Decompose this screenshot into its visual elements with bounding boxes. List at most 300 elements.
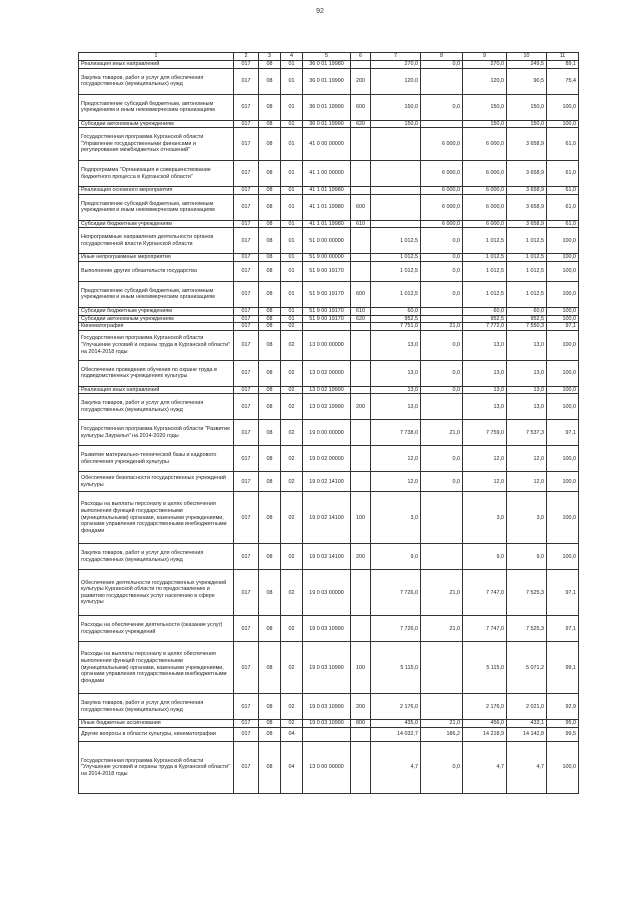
table-cell xyxy=(371,194,421,220)
table-cell xyxy=(351,187,371,195)
table-cell: 99,5 xyxy=(547,727,579,741)
table-cell: 100,0 xyxy=(547,228,579,254)
table-cell: 6 000,0 xyxy=(463,187,507,195)
table-cell: 08 xyxy=(259,254,281,262)
table-cell xyxy=(351,616,371,642)
table-cell: 01 xyxy=(281,68,303,94)
table-cell: 02 xyxy=(281,323,303,331)
table-cell xyxy=(351,61,371,69)
row-label: Другие вопросы в области культуры, кинематографии xyxy=(79,727,234,741)
row-label: Реализация основного мероприятия xyxy=(79,187,234,195)
table-cell: 120,0 xyxy=(463,68,507,94)
table-cell: 01 xyxy=(281,228,303,254)
table-cell: 21,0 xyxy=(421,570,463,616)
table-cell: 13,0 xyxy=(507,386,547,394)
row-label: Обеспечение проведения обучения по охране труда в подведомственных учреждениях культуры xyxy=(79,360,234,386)
table-cell: 7 747,0 xyxy=(463,570,507,616)
table-cell: 13 0 02 19990 xyxy=(303,394,351,420)
table-cell: 100,0 xyxy=(547,544,579,570)
table-cell: 952,5 xyxy=(463,315,507,323)
table-cell: 90,5 xyxy=(507,68,547,94)
table-row xyxy=(79,228,579,254)
table-cell: 08 xyxy=(259,694,281,720)
table-cell: 4,7 xyxy=(507,741,547,793)
column-header: 8 xyxy=(421,53,463,61)
column-header: 11 xyxy=(547,53,579,61)
table-row xyxy=(79,323,579,331)
row-label: Реализация иных направлений xyxy=(79,386,234,394)
table-cell: 017 xyxy=(234,570,259,616)
table-cell: 08 xyxy=(259,120,281,128)
table-cell: 02 xyxy=(281,492,303,544)
table-cell: 7 537,3 xyxy=(507,420,547,446)
table-cell: 02 xyxy=(281,330,303,360)
table-cell: 150,0 xyxy=(371,94,421,120)
table-cell: 100,0 xyxy=(547,492,579,544)
table-row xyxy=(79,446,579,472)
table-cell: 19 0 03 10990 xyxy=(303,720,351,728)
table-cell: 02 xyxy=(281,544,303,570)
budget-table xyxy=(78,52,579,794)
table-cell: 3 658,9 xyxy=(507,220,547,228)
table-cell xyxy=(371,128,421,161)
table-cell: 41 1 01 19980 xyxy=(303,187,351,195)
table-cell: 08 xyxy=(259,194,281,220)
table-cell: 08 xyxy=(259,446,281,472)
table-cell: 04 xyxy=(281,727,303,741)
table-cell: 12,0 xyxy=(463,472,507,492)
table-cell: 01 xyxy=(281,315,303,323)
table-cell: 08 xyxy=(259,261,281,281)
table-cell: 01 xyxy=(281,281,303,307)
row-label: Государственная программа Курганской области "Улучшение условий и охраны труда в Курганской области" на 2014-2018 годы xyxy=(79,741,234,793)
table-cell: 51 9 00 19170 xyxy=(303,307,351,315)
table-cell: 017 xyxy=(234,315,259,323)
table-row xyxy=(79,94,579,120)
row-label: Закупка товаров, работ и услуг для обеспечения государственных (муниципальных) нужд xyxy=(79,394,234,420)
table-cell: 0,0 xyxy=(421,472,463,492)
table-cell: 36 0 01 19990 xyxy=(303,68,351,94)
table-cell: 02 xyxy=(281,446,303,472)
table-cell: 08 xyxy=(259,307,281,315)
table-cell: 13 0 00 00000 xyxy=(303,330,351,360)
table-cell: 19 0 03 10990 xyxy=(303,642,351,694)
table-cell: 01 xyxy=(281,254,303,262)
table-cell: 100 xyxy=(351,492,371,544)
row-label: Обеспечение деятельности государственных учреждений культуры Курганской области по предоставлению и развитию государственных услуг населению в сфере культуры xyxy=(79,570,234,616)
table-cell: 01 xyxy=(281,194,303,220)
table-cell: 100,0 xyxy=(547,120,579,128)
table-row xyxy=(79,187,579,195)
table-cell: 21,0 xyxy=(421,323,463,331)
table-row xyxy=(79,570,579,616)
table-cell: 36 0 01 19980 xyxy=(303,61,351,69)
table-cell: 12,0 xyxy=(371,472,421,492)
table-cell xyxy=(351,570,371,616)
table-cell: 9,0 xyxy=(371,544,421,570)
table-cell: 13,0 xyxy=(463,394,507,420)
table-cell: 017 xyxy=(234,161,259,187)
table-cell: 19 0 00 00000 xyxy=(303,420,351,446)
table-cell: 017 xyxy=(234,187,259,195)
table-cell: 620 xyxy=(351,120,371,128)
table-cell: 610 xyxy=(351,220,371,228)
table-cell: 4,7 xyxy=(463,741,507,793)
table-cell: 6 000,0 xyxy=(421,194,463,220)
table-cell: 1 012,5 xyxy=(371,261,421,281)
table-cell: 0,0 xyxy=(421,261,463,281)
table-cell: 12,0 xyxy=(507,472,547,492)
table-cell: 017 xyxy=(234,120,259,128)
table-cell: 1 012,5 xyxy=(463,254,507,262)
table-cell: 13,0 xyxy=(463,386,507,394)
table-cell: 7 738,0 xyxy=(371,420,421,446)
table-cell: 08 xyxy=(259,727,281,741)
table-cell: 13 0 02 19990 xyxy=(303,386,351,394)
table-cell: 0,0 xyxy=(421,61,463,69)
table-cell xyxy=(421,544,463,570)
table-cell: 7 759,0 xyxy=(463,420,507,446)
table-cell: 13,0 xyxy=(463,330,507,360)
table-cell: 800 xyxy=(351,720,371,728)
table-cell: 19 0 02 00000 xyxy=(303,446,351,472)
table-cell: 017 xyxy=(234,360,259,386)
table-cell: 61,0 xyxy=(547,128,579,161)
row-label: Субсидии бюджетным учреждениям xyxy=(79,220,234,228)
table-cell: 017 xyxy=(234,492,259,544)
table-cell: 7 772,0 xyxy=(463,323,507,331)
table-cell: 02 xyxy=(281,394,303,420)
table-cell: 435,0 xyxy=(371,720,421,728)
table-cell: 017 xyxy=(234,330,259,360)
table-cell: 12,0 xyxy=(371,446,421,472)
table-cell xyxy=(351,360,371,386)
table-cell: 1 012,5 xyxy=(463,261,507,281)
table-cell: 017 xyxy=(234,307,259,315)
table-cell: 89,1 xyxy=(547,61,579,69)
table-cell: 0,0 xyxy=(421,94,463,120)
table-cell: 08 xyxy=(259,281,281,307)
table-cell: 6 000,0 xyxy=(463,220,507,228)
table-cell: 100,0 xyxy=(547,330,579,360)
table-cell: 017 xyxy=(234,323,259,331)
table-cell: 51 0 00 00000 xyxy=(303,228,351,254)
table-cell: 3 658,9 xyxy=(507,187,547,195)
table-cell: 150,0 xyxy=(507,120,547,128)
table-row xyxy=(79,261,579,281)
table-cell: 13,0 xyxy=(371,360,421,386)
table-cell: 08 xyxy=(259,61,281,69)
table-cell: 600 xyxy=(351,281,371,307)
table-cell xyxy=(371,187,421,195)
table-cell: 6 000,0 xyxy=(421,187,463,195)
table-cell: 100,0 xyxy=(547,386,579,394)
table-cell: 3 658,9 xyxy=(507,161,547,187)
row-label: Выполнение других обязательств государства xyxy=(79,261,234,281)
table-cell xyxy=(421,492,463,544)
table-row xyxy=(79,254,579,262)
table-cell: 19 0 03 10990 xyxy=(303,616,351,642)
table-cell: 5 115,0 xyxy=(463,642,507,694)
table-cell: 2 021,0 xyxy=(507,694,547,720)
table-cell: 12,0 xyxy=(463,446,507,472)
table-cell: 017 xyxy=(234,194,259,220)
table-cell: 952,5 xyxy=(507,315,547,323)
column-header: 10 xyxy=(507,53,547,61)
table-cell: 08 xyxy=(259,492,281,544)
row-label: Расходы на обеспечение деятельности (оказание услуг) государственных учреждений xyxy=(79,616,234,642)
table-cell: 100,0 xyxy=(547,281,579,307)
table-cell xyxy=(351,727,371,741)
table-cell: 51 9 00 00000 xyxy=(303,254,351,262)
table-cell: 08 xyxy=(259,616,281,642)
table-cell: 017 xyxy=(234,741,259,793)
table-body xyxy=(79,61,579,794)
table-cell: 12,0 xyxy=(507,446,547,472)
table-cell: 41 1 01 19980 xyxy=(303,220,351,228)
table-cell: 08 xyxy=(259,323,281,331)
table-row xyxy=(79,120,579,128)
table-row xyxy=(79,68,579,94)
table-cell: 150,0 xyxy=(463,120,507,128)
table-cell: 08 xyxy=(259,570,281,616)
table-cell: 08 xyxy=(259,187,281,195)
table-cell: 5 115,0 xyxy=(371,642,421,694)
table-cell xyxy=(371,161,421,187)
table-cell: 100,0 xyxy=(547,472,579,492)
table-cell: 017 xyxy=(234,220,259,228)
table-cell: 41 1 00 00000 xyxy=(303,161,351,187)
table-row xyxy=(79,128,579,161)
row-label: Непрограммные направления деятельности органов государственной власти Курганской области xyxy=(79,228,234,254)
table-cell: 1 012,5 xyxy=(371,254,421,262)
table-cell: 200 xyxy=(351,394,371,420)
table-row xyxy=(79,727,579,741)
row-label: Подпрограмма "Организация и совершенствование бюджетного процесса в Курганской области" xyxy=(79,161,234,187)
table-cell: 14 142,8 xyxy=(507,727,547,741)
table-row xyxy=(79,616,579,642)
row-label: Государственная программа Курганской области "Развитие культуры Зауралья" на 2014-2020 годы xyxy=(79,420,234,446)
table-cell: 02 xyxy=(281,472,303,492)
table-cell: 1 012,5 xyxy=(463,281,507,307)
column-header: 7 xyxy=(371,53,421,61)
column-header: 5 xyxy=(303,53,351,61)
table-cell: 97,1 xyxy=(547,323,579,331)
row-label: Субсидии автономным учреждениям xyxy=(79,315,234,323)
table-cell: 6 000,0 xyxy=(463,128,507,161)
table-cell: 7 726,0 xyxy=(371,616,421,642)
table-cell: 51 9 00 19170 xyxy=(303,315,351,323)
table-cell xyxy=(421,394,463,420)
table-cell xyxy=(421,642,463,694)
table-row xyxy=(79,281,579,307)
table-cell: 600 xyxy=(351,94,371,120)
header-row xyxy=(79,53,579,61)
table-cell xyxy=(421,307,463,315)
table-cell xyxy=(351,128,371,161)
table-cell: 3,0 xyxy=(507,492,547,544)
table-cell: 100,0 xyxy=(547,307,579,315)
row-label: Предоставление субсидий бюджетным, автономным учреждениям и иным некоммерческим организациям xyxy=(79,281,234,307)
table-row xyxy=(79,307,579,315)
table-cell xyxy=(351,254,371,262)
table-cell: 017 xyxy=(234,281,259,307)
table-cell: 01 xyxy=(281,220,303,228)
table-cell: 6 000,0 xyxy=(421,161,463,187)
table-cell: 270,0 xyxy=(463,61,507,69)
table-cell: 60,0 xyxy=(507,307,547,315)
table-cell: 92,9 xyxy=(547,694,579,720)
row-label: Предоставление субсидий бюджетным, автономным учреждениям и иным некоммерческим организациям xyxy=(79,94,234,120)
table-cell: 19 0 03 10990 xyxy=(303,694,351,720)
table-cell: 08 xyxy=(259,544,281,570)
table-cell xyxy=(371,220,421,228)
table-cell: 04 xyxy=(281,741,303,793)
table-cell: 21,0 xyxy=(421,420,463,446)
table-cell xyxy=(351,330,371,360)
table-cell: 13 0 00 00000 xyxy=(303,741,351,793)
table-cell: 017 xyxy=(234,228,259,254)
table-cell xyxy=(421,120,463,128)
table-cell xyxy=(351,228,371,254)
row-label: Расходы на выплаты персоналу в целях обеспечения выполнения функций государственными (муниципальными) органами, казенными учреждениями, органами управления государственными внебюджетными фондами xyxy=(79,642,234,694)
table-cell: 02 xyxy=(281,616,303,642)
row-label: Предоставление субсидий бюджетным, автономным учреждениям и иным некоммерческим организациям xyxy=(79,194,234,220)
table-cell: 97,1 xyxy=(547,570,579,616)
table-cell: 0,0 xyxy=(421,330,463,360)
table-cell: 19 0 03 00000 xyxy=(303,570,351,616)
table-cell: 61,0 xyxy=(547,220,579,228)
table-row xyxy=(79,315,579,323)
table-cell: 01 xyxy=(281,161,303,187)
table-cell: 75,4 xyxy=(547,68,579,94)
table-cell: 41 0 00 00000 xyxy=(303,128,351,161)
table-row xyxy=(79,330,579,360)
table-cell: 3 658,9 xyxy=(507,128,547,161)
table-cell: 01 xyxy=(281,307,303,315)
table-cell: 0,0 xyxy=(421,360,463,386)
table-cell: 6 000,0 xyxy=(421,128,463,161)
row-label: Развитие материально-технической базы и кадрового обеспечения учреждений культуры xyxy=(79,446,234,472)
row-label: Реализация иных направлений xyxy=(79,61,234,69)
table-cell: 01 xyxy=(281,128,303,161)
table-cell: 017 xyxy=(234,727,259,741)
table-row xyxy=(79,161,579,187)
table-cell: 14 032,7 xyxy=(371,727,421,741)
table-cell: 01 xyxy=(281,94,303,120)
table-cell xyxy=(351,420,371,446)
table-cell xyxy=(351,161,371,187)
table-cell: 017 xyxy=(234,261,259,281)
table-cell: 200 xyxy=(351,68,371,94)
table-cell: 100 xyxy=(351,642,371,694)
table-cell: 19 0 02 14100 xyxy=(303,544,351,570)
table-cell: 36 0 01 19990 xyxy=(303,94,351,120)
column-header: 6 xyxy=(351,53,371,61)
table-cell: 100,0 xyxy=(547,261,579,281)
table-cell: 36 0 01 19990 xyxy=(303,120,351,128)
table-cell: 01 xyxy=(281,261,303,281)
table-cell xyxy=(303,727,351,741)
table-cell: 017 xyxy=(234,394,259,420)
table-cell: 08 xyxy=(259,741,281,793)
column-header: 9 xyxy=(463,53,507,61)
table-cell: 13,0 xyxy=(507,360,547,386)
row-label: Субсидии автономным учреждениям xyxy=(79,120,234,128)
table-cell: 600 xyxy=(351,194,371,220)
table-cell xyxy=(421,315,463,323)
table-cell: 02 xyxy=(281,694,303,720)
column-header: 3 xyxy=(259,53,281,61)
table-cell: 02 xyxy=(281,642,303,694)
table-cell: 2 176,0 xyxy=(371,694,421,720)
table-cell: 433,1 xyxy=(507,720,547,728)
table-cell: 08 xyxy=(259,220,281,228)
table-row xyxy=(79,420,579,446)
table-row xyxy=(79,492,579,544)
table-cell: 13,0 xyxy=(371,394,421,420)
table-cell: 02 xyxy=(281,386,303,394)
table-row xyxy=(79,720,579,728)
table-cell: 017 xyxy=(234,446,259,472)
row-label: Государственная программа Курганской области "Улучшение условий и охраны труда в Курганской области" на 2014-2018 годы xyxy=(79,330,234,360)
table-cell: 150,0 xyxy=(371,120,421,128)
table-cell: 08 xyxy=(259,420,281,446)
table-cell: 9,0 xyxy=(463,544,507,570)
table-cell: 08 xyxy=(259,315,281,323)
column-header: 4 xyxy=(281,53,303,61)
table-row xyxy=(79,642,579,694)
table-row xyxy=(79,194,579,220)
table-cell xyxy=(351,446,371,472)
table-cell: 13,0 xyxy=(507,394,547,420)
table-cell: 7 747,0 xyxy=(463,616,507,642)
table-cell: 120,0 xyxy=(371,68,421,94)
table-row xyxy=(79,472,579,492)
table-cell: 99,1 xyxy=(547,642,579,694)
row-label: Закупка товаров, работ и услуг для обеспечения государственных (муниципальных) нужд xyxy=(79,694,234,720)
table-cell: 3,0 xyxy=(463,492,507,544)
table-cell: 08 xyxy=(259,642,281,694)
table-cell: 02 xyxy=(281,420,303,446)
table-cell: 017 xyxy=(234,694,259,720)
table-cell xyxy=(421,694,463,720)
table-cell xyxy=(351,386,371,394)
table-cell: 08 xyxy=(259,360,281,386)
table-cell: 017 xyxy=(234,544,259,570)
table-cell: 6 000,0 xyxy=(421,220,463,228)
table-cell: 100,0 xyxy=(547,394,579,420)
table-cell: 0,0 xyxy=(421,386,463,394)
table-row xyxy=(79,394,579,420)
table-cell: 9,0 xyxy=(507,544,547,570)
table-cell: 017 xyxy=(234,420,259,446)
table-cell xyxy=(351,261,371,281)
table-cell: 60,0 xyxy=(463,307,507,315)
table-cell: 01 xyxy=(281,120,303,128)
table-cell: 02 xyxy=(281,360,303,386)
table-cell: 6 000,0 xyxy=(463,194,507,220)
table-cell: 150,0 xyxy=(463,94,507,120)
table-cell: 51 9 00 19170 xyxy=(303,261,351,281)
table-cell: 19 0 02 14100 xyxy=(303,492,351,544)
table-cell: 5 071,2 xyxy=(507,642,547,694)
table-cell: 2 176,0 xyxy=(463,694,507,720)
table-cell: 0,0 xyxy=(421,741,463,793)
table-cell: 017 xyxy=(234,61,259,69)
table-row xyxy=(79,386,579,394)
table-cell: 100,0 xyxy=(547,315,579,323)
